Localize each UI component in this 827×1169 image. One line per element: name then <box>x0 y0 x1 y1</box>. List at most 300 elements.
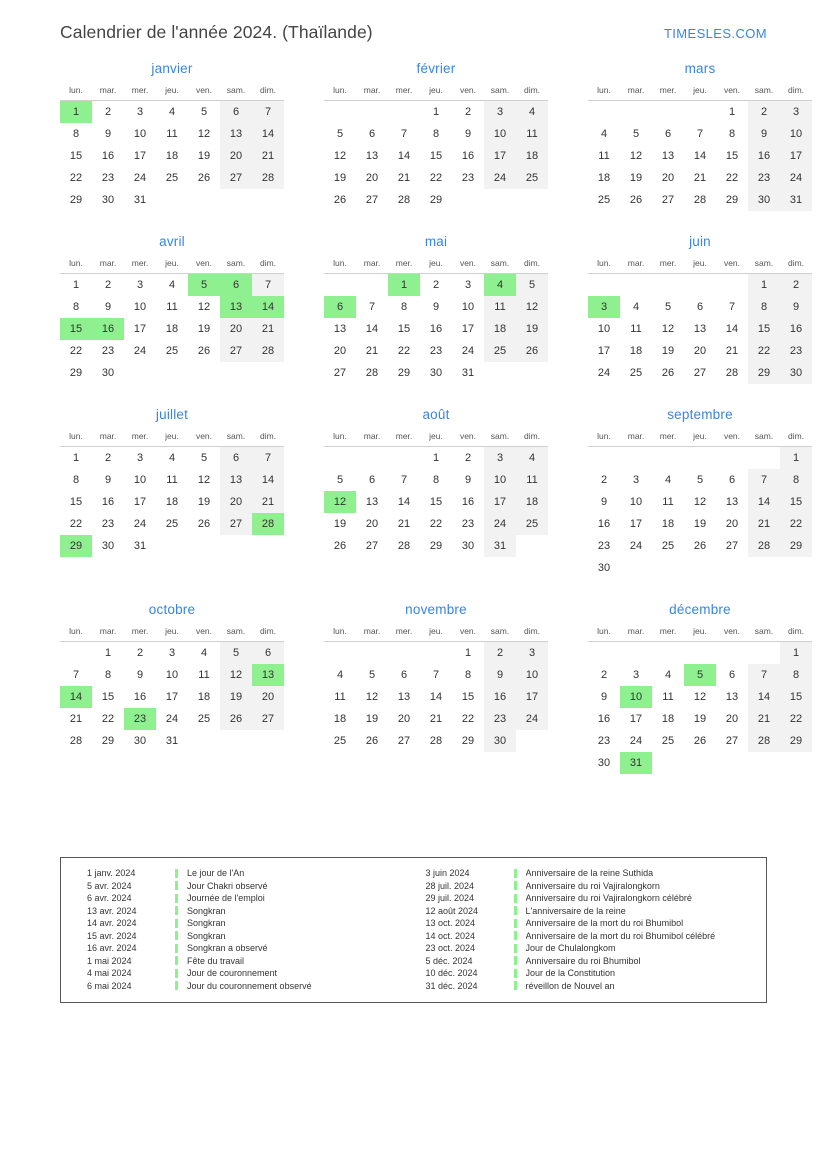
day-cell[interactable]: 5 <box>200 452 208 464</box>
day-cell[interactable]: 21 <box>69 713 83 725</box>
day-cell[interactable]: 30 <box>133 735 147 747</box>
day-cell[interactable]: 1 <box>432 452 440 464</box>
day-cell-weekend[interactable]: 28 <box>748 535 780 557</box>
day-cell-weekend[interactable]: 11 <box>516 469 548 491</box>
day-cell-weekend[interactable]: 27 <box>220 167 252 189</box>
day-cell[interactable]: 6 <box>664 128 672 140</box>
day-cell[interactable]: 1 <box>72 452 80 464</box>
day-cell[interactable]: 10 <box>133 128 147 140</box>
day-cell[interactable]: 25 <box>661 735 675 747</box>
day-cell-weekend[interactable]: 20 <box>220 491 252 513</box>
day-cell[interactable]: 28 <box>693 194 707 206</box>
day-cell-weekend[interactable]: 17 <box>516 686 548 708</box>
day-cell-weekend[interactable]: 21 <box>252 318 284 340</box>
day-cell[interactable]: 22 <box>461 713 475 725</box>
day-cell-weekend[interactable]: 5 <box>516 274 548 297</box>
day-cell-weekend[interactable]: 10 <box>516 664 548 686</box>
day-cell-weekend[interactable]: 7 <box>252 447 284 470</box>
day-cell[interactable]: 19 <box>333 518 347 530</box>
day-cell-weekend[interactable]: 18 <box>516 491 548 513</box>
day-cell[interactable]: 26 <box>661 367 675 379</box>
day-cell-weekend[interactable]: 30 <box>748 189 780 211</box>
day-cell[interactable]: 27 <box>365 540 379 552</box>
day-cell[interactable]: 26 <box>629 194 643 206</box>
day-cell-weekend[interactable]: 11 <box>516 123 548 145</box>
day-cell[interactable]: 10 <box>133 301 147 313</box>
day-cell[interactable]: 29 <box>429 540 443 552</box>
day-cell[interactable]: 11 <box>598 150 610 162</box>
day-cell[interactable]: 3 <box>464 279 472 291</box>
day-cell-weekend[interactable]: 10 <box>484 123 516 145</box>
day-cell[interactable]: 16 <box>597 713 611 725</box>
day-cell[interactable]: 8 <box>72 128 80 140</box>
day-cell[interactable]: 18 <box>597 172 611 184</box>
day-cell[interactable]: 2 <box>600 474 608 486</box>
day-cell-weekend[interactable]: 2 <box>780 274 812 297</box>
day-cell[interactable]: 6 <box>728 669 736 681</box>
day-cell[interactable]: 2 <box>104 106 112 118</box>
day-cell[interactable]: 17 <box>165 691 179 703</box>
day-cell[interactable]: 24 <box>461 345 475 357</box>
day-cell[interactable]: 5 <box>632 128 640 140</box>
day-cell-holiday[interactable]: 29 <box>60 535 92 557</box>
day-cell[interactable]: 8 <box>104 669 112 681</box>
day-cell[interactable]: 24 <box>597 367 611 379</box>
day-cell-weekend[interactable]: 15 <box>748 318 780 340</box>
day-cell[interactable]: 1 <box>104 647 112 659</box>
day-cell[interactable]: 30 <box>597 562 611 574</box>
day-cell[interactable]: 10 <box>629 496 643 508</box>
day-cell[interactable]: 15 <box>429 496 443 508</box>
day-cell-weekend[interactable]: 24 <box>484 513 516 535</box>
day-cell-weekend[interactable]: 1 <box>780 642 812 665</box>
day-cell[interactable]: 11 <box>198 669 210 681</box>
day-cell[interactable]: 21 <box>397 518 411 530</box>
day-cell-weekend[interactable]: 28 <box>252 340 284 362</box>
day-cell[interactable]: 15 <box>397 323 411 335</box>
day-cell[interactable]: 18 <box>165 496 179 508</box>
day-cell-weekend[interactable]: 29 <box>780 535 812 557</box>
day-cell-weekend[interactable]: 16 <box>748 145 780 167</box>
day-cell[interactable]: 26 <box>693 540 707 552</box>
day-cell-weekend[interactable]: 24 <box>484 167 516 189</box>
day-cell-weekend[interactable]: 7 <box>748 664 780 686</box>
day-cell-weekend[interactable]: 21 <box>748 513 780 535</box>
day-cell-weekend[interactable]: 3 <box>484 447 516 470</box>
day-cell[interactable]: 19 <box>693 713 707 725</box>
day-cell[interactable]: 10 <box>461 301 475 313</box>
day-cell-holiday[interactable]: 6 <box>220 274 252 297</box>
day-cell[interactable]: 15 <box>69 496 83 508</box>
day-cell-weekend[interactable]: 7 <box>748 469 780 491</box>
day-cell[interactable]: 15 <box>101 691 115 703</box>
day-cell-holiday[interactable]: 5 <box>684 664 716 686</box>
day-cell[interactable]: 28 <box>397 194 411 206</box>
day-cell-weekend[interactable]: 25 <box>516 167 548 189</box>
day-cell-weekend[interactable]: 17 <box>780 145 812 167</box>
day-cell[interactable]: 31 <box>133 540 147 552</box>
day-cell[interactable]: 27 <box>365 194 379 206</box>
day-cell[interactable]: 2 <box>464 106 472 118</box>
day-cell[interactable]: 25 <box>629 367 643 379</box>
day-cell[interactable]: 23 <box>461 518 475 530</box>
day-cell-weekend[interactable]: 31 <box>484 535 516 557</box>
day-cell[interactable]: 13 <box>333 323 347 335</box>
day-cell[interactable]: 22 <box>69 345 83 357</box>
day-cell[interactable]: 1 <box>432 106 440 118</box>
day-cell[interactable]: 12 <box>693 691 707 703</box>
day-cell[interactable]: 26 <box>333 194 347 206</box>
day-cell[interactable]: 16 <box>133 691 147 703</box>
day-cell[interactable]: 12 <box>197 128 211 140</box>
day-cell-weekend[interactable]: 1 <box>748 274 780 297</box>
day-cell[interactable]: 8 <box>432 474 440 486</box>
day-cell[interactable]: 31 <box>165 735 179 747</box>
day-cell[interactable]: 26 <box>197 345 211 357</box>
day-cell[interactable]: 12 <box>629 150 643 162</box>
day-cell-weekend[interactable]: 3 <box>780 101 812 124</box>
day-cell[interactable]: 25 <box>165 172 179 184</box>
day-cell[interactable]: 25 <box>661 540 675 552</box>
day-cell[interactable]: 7 <box>368 301 376 313</box>
day-cell[interactable]: 19 <box>197 496 211 508</box>
day-cell-weekend[interactable]: 14 <box>748 686 780 708</box>
day-cell[interactable]: 7 <box>400 128 408 140</box>
day-cell[interactable]: 14 <box>725 323 739 335</box>
day-cell-weekend[interactable]: 11 <box>484 296 516 318</box>
day-cell[interactable]: 21 <box>397 172 411 184</box>
day-cell[interactable]: 26 <box>333 540 347 552</box>
day-cell[interactable]: 17 <box>133 150 147 162</box>
day-cell[interactable]: 4 <box>664 474 672 486</box>
day-cell-weekend[interactable]: 21 <box>252 491 284 513</box>
day-cell-holiday[interactable]: 10 <box>620 686 652 708</box>
day-cell[interactable]: 3 <box>632 474 640 486</box>
day-cell[interactable]: 16 <box>461 496 475 508</box>
day-cell[interactable]: 13 <box>725 496 739 508</box>
day-cell[interactable]: 20 <box>725 518 739 530</box>
day-cell-weekend[interactable]: 13 <box>220 123 252 145</box>
day-cell-weekend[interactable]: 20 <box>220 145 252 167</box>
day-cell-weekend[interactable]: 18 <box>516 145 548 167</box>
day-cell[interactable]: 24 <box>133 518 147 530</box>
day-cell[interactable]: 9 <box>464 128 472 140</box>
day-cell[interactable]: 21 <box>429 713 443 725</box>
day-cell[interactable]: 12 <box>365 691 379 703</box>
day-cell[interactable]: 15 <box>69 150 83 162</box>
day-cell-weekend[interactable]: 30 <box>484 730 516 752</box>
day-cell[interactable]: 19 <box>197 323 211 335</box>
day-cell-holiday[interactable]: 6 <box>324 296 356 318</box>
day-cell[interactable]: 8 <box>400 301 408 313</box>
day-cell-weekend[interactable]: 9 <box>780 296 812 318</box>
day-cell[interactable]: 22 <box>429 518 443 530</box>
day-cell[interactable]: 14 <box>397 496 411 508</box>
day-cell[interactable]: 28 <box>365 367 379 379</box>
day-cell[interactable]: 16 <box>101 496 115 508</box>
day-cell-weekend[interactable]: 12 <box>220 664 252 686</box>
day-cell[interactable]: 30 <box>461 540 475 552</box>
day-cell[interactable]: 30 <box>597 757 611 769</box>
day-cell-weekend[interactable]: 28 <box>748 730 780 752</box>
day-cell[interactable]: 5 <box>368 669 376 681</box>
day-cell-weekend[interactable]: 12 <box>516 296 548 318</box>
day-cell-weekend[interactable]: 20 <box>220 318 252 340</box>
day-cell[interactable]: 21 <box>725 345 739 357</box>
day-cell[interactable]: 13 <box>365 496 379 508</box>
day-cell-holiday[interactable]: 15 <box>60 318 92 340</box>
day-cell-weekend[interactable]: 28 <box>252 167 284 189</box>
day-cell[interactable]: 12 <box>197 474 211 486</box>
day-cell[interactable]: 22 <box>69 172 83 184</box>
day-cell[interactable]: 12 <box>333 150 347 162</box>
day-cell[interactable]: 2 <box>600 669 608 681</box>
day-cell[interactable]: 16 <box>429 323 443 335</box>
day-cell-weekend[interactable]: 24 <box>780 167 812 189</box>
day-cell[interactable]: 8 <box>728 128 736 140</box>
day-cell[interactable]: 6 <box>368 474 376 486</box>
day-cell[interactable]: 13 <box>397 691 411 703</box>
day-cell-weekend[interactable]: 16 <box>484 686 516 708</box>
day-cell[interactable]: 3 <box>136 452 144 464</box>
day-cell[interactable]: 22 <box>101 713 115 725</box>
day-cell-weekend[interactable]: 7 <box>252 274 284 297</box>
day-cell[interactable]: 10 <box>165 669 179 681</box>
day-cell-weekend[interactable]: 1 <box>780 447 812 470</box>
day-cell[interactable]: 4 <box>200 647 208 659</box>
day-cell[interactable]: 25 <box>165 345 179 357</box>
day-cell-weekend[interactable]: 29 <box>780 730 812 752</box>
day-cell[interactable]: 9 <box>104 301 112 313</box>
day-cell[interactable]: 28 <box>69 735 83 747</box>
day-cell[interactable]: 11 <box>334 691 346 703</box>
day-cell-weekend[interactable]: 16 <box>780 318 812 340</box>
day-cell-weekend[interactable]: 23 <box>484 708 516 730</box>
day-cell[interactable]: 25 <box>333 735 347 747</box>
day-cell[interactable]: 28 <box>397 540 411 552</box>
day-cell[interactable]: 28 <box>725 367 739 379</box>
day-cell[interactable]: 20 <box>365 518 379 530</box>
day-cell-weekend[interactable]: 30 <box>780 362 812 384</box>
day-cell[interactable]: 15 <box>429 150 443 162</box>
day-cell[interactable]: 23 <box>429 345 443 357</box>
day-cell-weekend[interactable]: 15 <box>780 491 812 513</box>
day-cell[interactable]: 23 <box>597 540 611 552</box>
day-cell-weekend[interactable]: 25 <box>516 513 548 535</box>
day-cell[interactable]: 27 <box>397 735 411 747</box>
day-cell-weekend[interactable]: 4 <box>516 101 548 124</box>
day-cell[interactable]: 7 <box>696 128 704 140</box>
day-cell[interactable]: 29 <box>69 367 83 379</box>
day-cell[interactable]: 24 <box>133 172 147 184</box>
day-cell[interactable]: 9 <box>600 691 608 703</box>
day-cell[interactable]: 13 <box>693 323 707 335</box>
day-cell-weekend[interactable]: 10 <box>484 469 516 491</box>
day-cell[interactable]: 16 <box>101 150 115 162</box>
day-cell-weekend[interactable]: 31 <box>780 189 812 211</box>
day-cell-weekend[interactable]: 27 <box>252 708 284 730</box>
day-cell[interactable]: 14 <box>429 691 443 703</box>
day-cell[interactable]: 14 <box>365 323 379 335</box>
day-cell[interactable]: 2 <box>136 647 144 659</box>
day-cell[interactable]: 20 <box>365 172 379 184</box>
day-cell[interactable]: 1 <box>464 647 472 659</box>
day-cell-weekend[interactable]: 6 <box>220 447 252 470</box>
day-cell[interactable]: 1 <box>72 279 80 291</box>
day-cell-weekend[interactable]: 29 <box>748 362 780 384</box>
day-cell[interactable]: 18 <box>629 345 643 357</box>
day-cell[interactable]: 18 <box>165 323 179 335</box>
day-cell[interactable]: 6 <box>368 128 376 140</box>
day-cell[interactable]: 4 <box>600 128 608 140</box>
day-cell[interactable]: 24 <box>133 345 147 357</box>
day-cell[interactable]: 17 <box>461 323 475 335</box>
day-cell[interactable]: 25 <box>597 194 611 206</box>
day-cell[interactable]: 19 <box>693 518 707 530</box>
day-cell-holiday[interactable]: 13 <box>220 296 252 318</box>
day-cell[interactable]: 17 <box>597 345 611 357</box>
day-cell-weekend[interactable]: 26 <box>516 340 548 362</box>
day-cell-weekend[interactable]: 3 <box>516 642 548 665</box>
day-cell[interactable]: 29 <box>397 367 411 379</box>
day-cell[interactable]: 9 <box>432 301 440 313</box>
day-cell[interactable]: 21 <box>365 345 379 357</box>
day-cell[interactable]: 8 <box>72 301 80 313</box>
day-cell[interactable]: 27 <box>693 367 707 379</box>
day-cell-holiday[interactable]: 5 <box>188 274 220 297</box>
day-cell-weekend[interactable]: 24 <box>516 708 548 730</box>
day-cell-holiday[interactable]: 23 <box>124 708 156 730</box>
day-cell-holiday[interactable]: 28 <box>252 513 284 535</box>
day-cell-weekend[interactable]: 8 <box>780 469 812 491</box>
day-cell[interactable]: 9 <box>464 474 472 486</box>
day-cell[interactable]: 22 <box>69 518 83 530</box>
day-cell[interactable]: 7 <box>728 301 736 313</box>
day-cell-weekend[interactable]: 23 <box>748 167 780 189</box>
day-cell[interactable]: 2 <box>464 452 472 464</box>
day-cell[interactable]: 4 <box>632 301 640 313</box>
day-cell[interactable]: 31 <box>461 367 475 379</box>
day-cell[interactable]: 17 <box>629 713 643 725</box>
day-cell[interactable]: 20 <box>397 713 411 725</box>
day-cell[interactable]: 11 <box>662 691 674 703</box>
day-cell[interactable]: 13 <box>661 150 675 162</box>
day-cell[interactable]: 11 <box>166 474 178 486</box>
day-cell[interactable]: 11 <box>166 301 178 313</box>
day-cell-weekend[interactable]: 3 <box>484 101 516 124</box>
day-cell-weekend[interactable]: 14 <box>252 123 284 145</box>
day-cell-holiday[interactable]: 1 <box>388 274 420 297</box>
day-cell[interactable]: 15 <box>725 150 739 162</box>
day-cell[interactable]: 17 <box>629 518 643 530</box>
day-cell[interactable]: 13 <box>365 150 379 162</box>
day-cell[interactable]: 23 <box>101 518 115 530</box>
day-cell[interactable]: 9 <box>136 669 144 681</box>
day-cell[interactable]: 7 <box>400 474 408 486</box>
day-cell-holiday[interactable]: 4 <box>484 274 516 297</box>
day-cell[interactable]: 30 <box>101 367 115 379</box>
day-cell[interactable]: 19 <box>629 172 643 184</box>
day-cell-weekend[interactable]: 23 <box>780 340 812 362</box>
day-cell[interactable]: 29 <box>461 735 475 747</box>
day-cell[interactable]: 14 <box>693 150 707 162</box>
day-cell[interactable]: 18 <box>661 713 675 725</box>
day-cell[interactable]: 5 <box>696 474 704 486</box>
day-cell[interactable]: 4 <box>336 669 344 681</box>
day-cell[interactable]: 17 <box>133 496 147 508</box>
day-cell[interactable]: 6 <box>400 669 408 681</box>
day-cell[interactable]: 16 <box>597 518 611 530</box>
day-cell[interactable]: 12 <box>197 301 211 313</box>
day-cell[interactable]: 18 <box>661 518 675 530</box>
day-cell[interactable]: 27 <box>333 367 347 379</box>
day-cell[interactable]: 7 <box>72 669 80 681</box>
day-cell[interactable]: 29 <box>725 194 739 206</box>
day-cell[interactable]: 18 <box>197 691 211 703</box>
day-cell[interactable]: 29 <box>429 194 443 206</box>
day-cell[interactable]: 2 <box>432 279 440 291</box>
day-cell[interactable]: 19 <box>333 172 347 184</box>
day-cell-weekend[interactable]: 5 <box>220 642 252 665</box>
day-cell[interactable]: 20 <box>661 172 675 184</box>
day-cell[interactable]: 10 <box>597 323 611 335</box>
site-brand[interactable]: TIMESLES.COM <box>663 26 767 41</box>
day-cell[interactable]: 3 <box>168 647 176 659</box>
day-cell[interactable]: 20 <box>693 345 707 357</box>
day-cell[interactable]: 19 <box>661 345 675 357</box>
day-cell-weekend[interactable]: 21 <box>748 708 780 730</box>
day-cell-weekend[interactable]: 8 <box>748 296 780 318</box>
day-cell[interactable]: 24 <box>629 735 643 747</box>
day-cell[interactable]: 25 <box>165 518 179 530</box>
day-cell[interactable]: 26 <box>197 518 211 530</box>
day-cell[interactable]: 4 <box>664 669 672 681</box>
day-cell-weekend[interactable]: 25 <box>484 340 516 362</box>
day-cell[interactable]: 25 <box>197 713 211 725</box>
day-cell[interactable]: 12 <box>661 323 675 335</box>
day-cell[interactable]: 23 <box>461 172 475 184</box>
day-cell[interactable]: 5 <box>200 106 208 118</box>
day-cell-weekend[interactable]: 7 <box>252 101 284 124</box>
day-cell[interactable]: 2 <box>104 452 112 464</box>
day-cell[interactable]: 4 <box>168 106 176 118</box>
day-cell[interactable]: 22 <box>397 345 411 357</box>
day-cell[interactable]: 19 <box>197 150 211 162</box>
day-cell-weekend[interactable]: 14 <box>252 469 284 491</box>
day-cell[interactable]: 26 <box>365 735 379 747</box>
day-cell-weekend[interactable]: 26 <box>220 708 252 730</box>
day-cell-weekend[interactable]: 22 <box>780 513 812 535</box>
day-cell[interactable]: 23 <box>101 345 115 357</box>
day-cell-weekend[interactable]: 8 <box>780 664 812 686</box>
day-cell-weekend[interactable]: 27 <box>220 340 252 362</box>
day-cell-weekend[interactable]: 21 <box>252 145 284 167</box>
day-cell[interactable]: 3 <box>136 279 144 291</box>
day-cell-holiday[interactable]: 14 <box>252 296 284 318</box>
day-cell[interactable]: 8 <box>72 474 80 486</box>
day-cell[interactable]: 4 <box>168 279 176 291</box>
day-cell[interactable]: 8 <box>432 128 440 140</box>
day-cell-holiday[interactable]: 1 <box>60 101 92 124</box>
day-cell[interactable]: 29 <box>101 735 115 747</box>
day-cell-weekend[interactable]: 17 <box>484 491 516 513</box>
day-cell[interactable]: 6 <box>728 474 736 486</box>
day-cell[interactable]: 23 <box>101 172 115 184</box>
day-cell-weekend[interactable]: 20 <box>252 686 284 708</box>
day-cell[interactable]: 30 <box>429 367 443 379</box>
day-cell-weekend[interactable]: 18 <box>484 318 516 340</box>
day-cell-holiday[interactable]: 3 <box>588 296 620 318</box>
